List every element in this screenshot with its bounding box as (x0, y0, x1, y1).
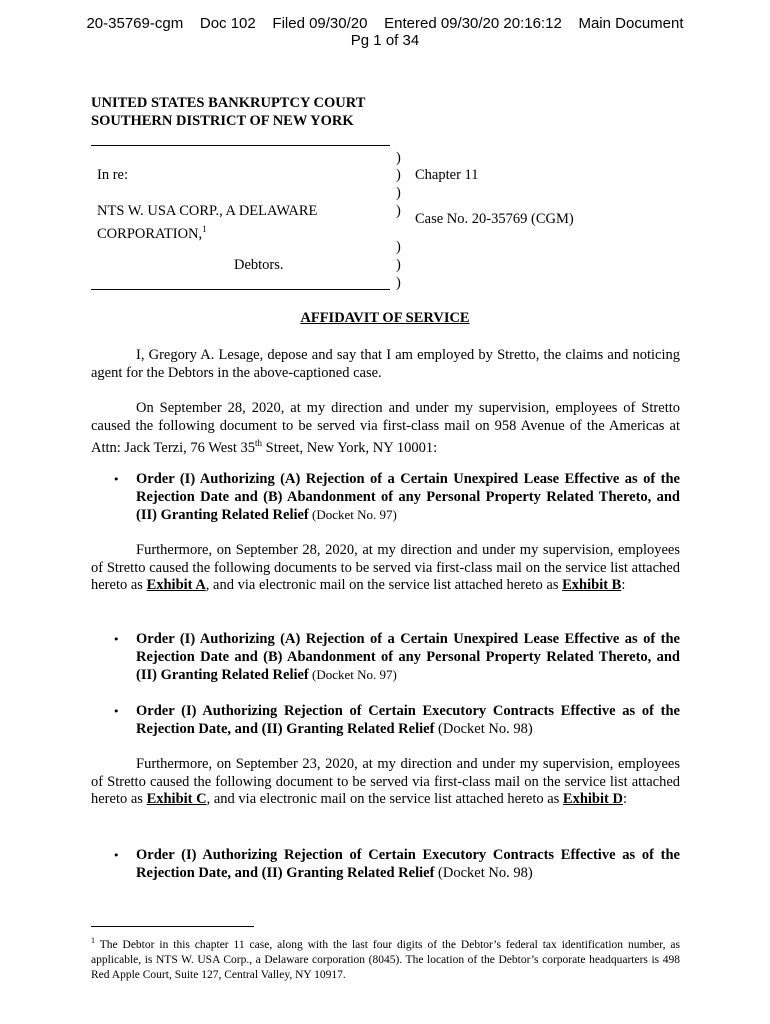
paragraph-service-exhibits-a-b: Furthermore, on September 28, 2020, at my direction and under my supervision, employees of Stretto caused the following documents to be served via first-class mail on the service list attached hereto as Exhibit A, and via electronic mail on the service list attached hereto as Exhibit B: (91, 542, 680, 593)
caption-paren: ) (396, 203, 401, 219)
footnote-rule (91, 926, 254, 927)
case-number: Case No. 20-35769 (CGM) (415, 211, 574, 227)
exhibit-c-ref: Exhibit C (146, 791, 207, 807)
caption-bottom-rule (91, 289, 390, 290)
debtor-name-line1: NTS W. USA CORP., A DELAWARE (97, 203, 318, 219)
chapter-label: Chapter 11 (415, 167, 479, 183)
footnote-ref: 1 (202, 224, 207, 234)
bullet-icon: • (113, 705, 120, 718)
bullet-icon: • (113, 473, 120, 486)
in-re-label: In re: (97, 167, 128, 183)
exhibit-a-ref: Exhibit A (146, 577, 206, 593)
debtor-name-line2: CORPORATION,$^1$ (97, 224, 207, 242)
footnote: $^1$ The Debtor in this chapter 11 case, along with the last four digits of the Debtor’s federal tax identification number, as applicable, is NTS W. USA Corp., a Delaware corporation (8045). The location of the Debtor’s corporate headquarters is 498 Red Apple Court, Suite 127, Central Valley, NY 10917. (91, 936, 680, 981)
caption-paren: ) (396, 185, 401, 201)
paragraph-declarant: I, Gregory A. Lesage, depose and say that I am employed by Stretto, the claims and noticing agent for the Debtors in the above-captioned case. (91, 347, 680, 381)
caption-top-rule (91, 145, 390, 146)
paragraph-service-landlord: On September 28, 2020, at my direction and under my supervision, employees of Stretto caused the following document to be served via first-class mail on 958 Avenue of the Americas at Attn: Jack Terzi, 76 West 35th Street, New York, NY 10001: (91, 400, 680, 456)
paragraph-service-exhibits-c-d: Furthermore, on September 23, 2020, at my direction and under my supervision, employees of Stretto caused the following document to be served via first-class mail on the service list attached hereto as Exhibit C, and via electronic mail on the service list attached hereto as Exhibit D: (91, 756, 680, 807)
debtors-label: Debtors. (234, 257, 284, 273)
order-item-lease: Order (I) Authorizing (A) Rejection of a Certain Unexpired Lease Effective as of the Rejection Date and (B) Abandonment of any Personal Property Related Thereto, and (II) Granting Related Relief (Docket No. 97) (136, 471, 680, 523)
caption-paren: ) (396, 275, 401, 291)
order-item-contracts: Order (I) Authorizing Rejection of Certain Executory Contracts Effective as of the Rejection Date, and (II) Granting Related Relief (Docket No. 98) (136, 703, 680, 737)
page-number-header: Pg 1 of 34 (350, 32, 420, 49)
document-title: AFFIDAVIT OF SERVICE (300, 310, 470, 326)
caption-paren: ) (396, 167, 401, 183)
caption-paren: ) (396, 239, 401, 255)
filing-header-line: 20-35769-cgm Doc 102 Filed 09/30/20 Entered 09/30/20 20:16:12 Main Document (86, 15, 684, 32)
order-item-lease: Order (I) Authorizing (A) Rejection of a Certain Unexpired Lease Effective as of the Rejection Date and (B) Abandonment of any Personal Property Related Thereto, and (II) Granting Related Relief (Docket No. 97) (136, 631, 680, 683)
court-name-line2: SOUTHERN DISTRICT OF NEW YORK (91, 113, 354, 129)
caption-paren: ) (396, 150, 401, 166)
bullet-icon: • (113, 633, 120, 646)
order-item-contracts: Order (I) Authorizing Rejection of Certain Executory Contracts Effective as of the Rejection Date, and (II) Granting Related Relief (Docket No. 98) (136, 847, 680, 881)
exhibit-d-ref: Exhibit D (562, 791, 623, 807)
exhibit-b-ref: Exhibit B (562, 577, 622, 593)
caption-paren: ) (396, 257, 401, 273)
bullet-icon: • (113, 849, 120, 862)
court-name-line1: UNITED STATES BANKRUPTCY COURT (91, 95, 366, 111)
